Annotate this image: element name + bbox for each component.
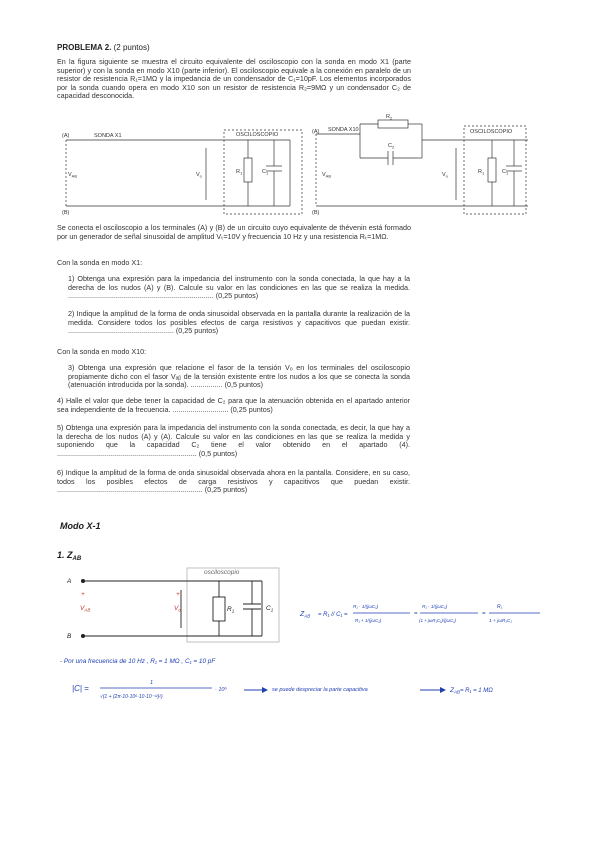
problem-title xyxy=(57,43,150,52)
notes-r1-r: R xyxy=(227,606,232,613)
connect-paragraph: Se conecta el osciloscopio a los terminales (A) y (B) de un circuito cuyo equivalente de thévenin está formado por un generador de señal sinusoidal de amplitud Vₜ=10V y frecuencia 10 Hz y una resistencia Rₜ=1MΩ. xyxy=(57,223,411,241)
x10-r1-r: R xyxy=(478,169,482,175)
notes-conclusion: se puede despreciar la parte capacitiva xyxy=(272,687,368,693)
x1-r1-r: R xyxy=(236,169,240,175)
intro-paragraph: En la figura siguiente se muestra el circuito equivalente del osciloscopio con la sonda en modo X1 (parte superior) y con la sonda en modo X10 (parte inferior). El osciloscopio equivale a la conexión en paralelo de un resistor de resistencia R₁=1MΩ y la impedancia de un condensador de C₁=10pF. Los elementos incorporados por la sonda cuando opera en modo X10 son un resistor de resistencia R₂=9MΩ y un condensador C₂ de capacidad desconocida. xyxy=(57,57,411,101)
x10-vab-v: V xyxy=(322,172,326,178)
x10-node-a: (A) xyxy=(312,129,320,135)
eq-lhs-sub: AB xyxy=(304,613,311,619)
x1-vo-label xyxy=(196,172,203,179)
notes-c1-sub: 1 xyxy=(270,607,274,613)
x1-node-b: (B) xyxy=(62,210,70,216)
x1-node-a: (A) xyxy=(62,133,70,139)
x10-vo-sub: o xyxy=(445,173,448,179)
notes-item-z: 1. Z xyxy=(57,550,73,560)
x10-vab-label xyxy=(322,172,331,179)
eq-frac3-num: R₁ xyxy=(497,604,503,610)
x1-r1-label xyxy=(236,169,243,176)
notes-frequency-line: - Por una frecuencia de 10 Hz , R₁ = 1 MΩ , C₁ = 10 pF xyxy=(60,658,216,665)
notes-item-zab xyxy=(57,550,82,562)
x1-probe-label: SONDA X1 xyxy=(94,133,122,139)
x10-vo-label xyxy=(442,172,449,179)
notes-node-b: B xyxy=(67,633,72,640)
notes-r1 xyxy=(227,606,235,614)
eq-lhs xyxy=(299,611,310,619)
x1-r1-sub: 1 xyxy=(239,170,243,176)
question-2: 2) Indique la amplitud de la forma de onda sinusoidal observada en la pantalla durante la realización de la medida. Considere todos los posibles efectos de carga resistivos y capacitivos que puedan existir. ..................................................... (0,25 puntos) xyxy=(68,309,410,336)
notes-circuit xyxy=(81,568,279,642)
x10-c2-sub: 2 xyxy=(391,144,395,150)
x1-c1-c: C xyxy=(262,169,266,175)
question-4: 4) Halle el valor que debe tener la capacidad de C₂ para que la atenuación obtenida en el apartado anterior sea independiente de la frecuencia. ............................ (0,25 puntos) xyxy=(57,396,410,414)
x1-scope-label: OSCILOSCOPIO xyxy=(236,132,279,138)
notes-vab-sub: AB xyxy=(84,607,91,613)
notes-scope-label: osciloscopio xyxy=(204,569,240,576)
mod-mult: · 10⁶ xyxy=(215,687,227,693)
problem-points: (2 puntos) xyxy=(113,43,150,52)
eq-frac3-den: 1 + jωR₁C₁ xyxy=(489,619,512,624)
x10-c1-label xyxy=(502,169,509,176)
x1-vab-sub: AB xyxy=(71,173,78,179)
eq-frac1-num: R₁ · 1/(jωC₁) xyxy=(353,604,379,609)
handwritten-notes xyxy=(0,510,600,710)
eq-lhs-z: Z xyxy=(300,611,305,618)
notes-vo xyxy=(174,605,181,613)
x10-r2-r: R xyxy=(386,114,390,120)
x10-vo-v: V xyxy=(442,172,446,178)
notes-zab-equation xyxy=(60,604,540,700)
x10-r2-sub: 2 xyxy=(389,115,393,121)
x10-vab-sub: AB xyxy=(325,173,332,179)
x10-r1-sub: 1 xyxy=(481,170,485,176)
question-6: 6) Indique la amplitud de la forma de onda sinusoidal observada ahora en la pantalla. Considere, en su caso, todos los posibles efectos de carga resistivos y capacitivos que puedan existir. ......................................................................... (0,25 puntos) xyxy=(57,468,410,495)
notes-plus-left: + xyxy=(81,591,85,598)
mode-x10-label: Con la sonda en modo X10: xyxy=(57,347,147,356)
notes-vab-v: V xyxy=(80,605,85,612)
x1-c1-sub: 1 xyxy=(265,170,269,176)
notes-final-sub: AB xyxy=(453,689,460,695)
x1-c1-label xyxy=(262,169,269,176)
notes-node-a: A xyxy=(67,578,72,585)
notes-r1-sub: 1 xyxy=(231,608,235,614)
x10-node-b: (B) xyxy=(312,210,320,216)
notes-heading: Modo X-1 xyxy=(60,521,101,531)
mod-den: √(1 + (2π·10·10⁶·10·10⁻¹²)²) xyxy=(100,694,163,700)
mod-lhs: |C| = xyxy=(72,684,89,693)
eq-parallel: = R₁ // C₁ = xyxy=(318,612,348,618)
notes-item-sub: AB xyxy=(72,556,82,562)
mode-x1-label: Con la sonda en modo X1: xyxy=(57,258,143,267)
notes-final-z: Z xyxy=(450,687,454,694)
notes-vo-sub: o xyxy=(178,607,181,613)
x10-c2-label xyxy=(388,143,395,150)
notes-final-value: = R₁ = 1 MΩ xyxy=(460,688,493,694)
x1-vo-v: V xyxy=(196,172,200,178)
problem-title-bold: PROBLEMA 2. xyxy=(57,43,112,52)
x1-vab-label xyxy=(68,172,77,179)
question-1: 1) Obtenga una expresión para la impedancia del instrumento con la sonda conectada, la que hay a la derecha de los nudos (A) y (B). Calcule su valor en las condiciones en las que se realiza la medida. ......................................................................... (0,25 puntos) xyxy=(68,274,410,301)
x1-vo-sub: o xyxy=(199,173,202,179)
eq-frac1-den: R₁ + 1/(jωC₁) xyxy=(355,618,382,623)
x10-scope-label: OSCILOSCOPIO xyxy=(470,129,513,135)
x10-r2-label xyxy=(386,114,393,121)
eq-equals-2: = xyxy=(482,611,486,617)
notes-vo-v: V xyxy=(174,605,179,612)
x10-scope-figure xyxy=(418,118,530,218)
eq-frac2-num: R₁ · 1/(jωC₁) xyxy=(422,604,448,609)
x10-c1-c: C xyxy=(502,169,506,175)
eq-equals-1: = xyxy=(414,611,418,617)
notes-c1-c: C xyxy=(266,605,271,612)
mod-num: 1 xyxy=(150,680,154,686)
x10-c1-sub: 1 xyxy=(505,170,509,176)
notes-c1 xyxy=(266,605,274,613)
x10-probe-label: SONDA X10 xyxy=(328,127,359,133)
notes-plus-right: + xyxy=(176,591,180,598)
notes-final xyxy=(449,687,493,695)
question-5: 5) Obtenga una expresión para la impedancia del instrumento con la sonda conectada, es decir, la que hay a la derecha de los nudos (A) y (A). Calcule su valor en las condiciones en las que se realiza la medida y suponiendo que la capacidad C₂ tiene el valor obtenido en el apartado (4). ...................................................................... (0,5 puntos) xyxy=(57,423,410,458)
circuit-figure xyxy=(58,114,418,218)
question-3: 3) Obtenga una expresión que relacione el fasor de la tensión Vₒ en los terminales del osciloscopio propiamente dicho con el fasor Vₐᵦ de la tensión existente entre los nudos a los que se conecta la sonda (atenuación introducida por la sonda). ................ (0,5 puntos) xyxy=(68,363,410,390)
x10-c2-c: C xyxy=(388,143,392,149)
x1-vab-v: V xyxy=(68,172,72,178)
x10-r1-label xyxy=(478,169,485,176)
notes-vab xyxy=(80,605,90,613)
eq-frac2-den: (1 + jωR₁C₁)/(jωC₁) xyxy=(419,618,456,623)
